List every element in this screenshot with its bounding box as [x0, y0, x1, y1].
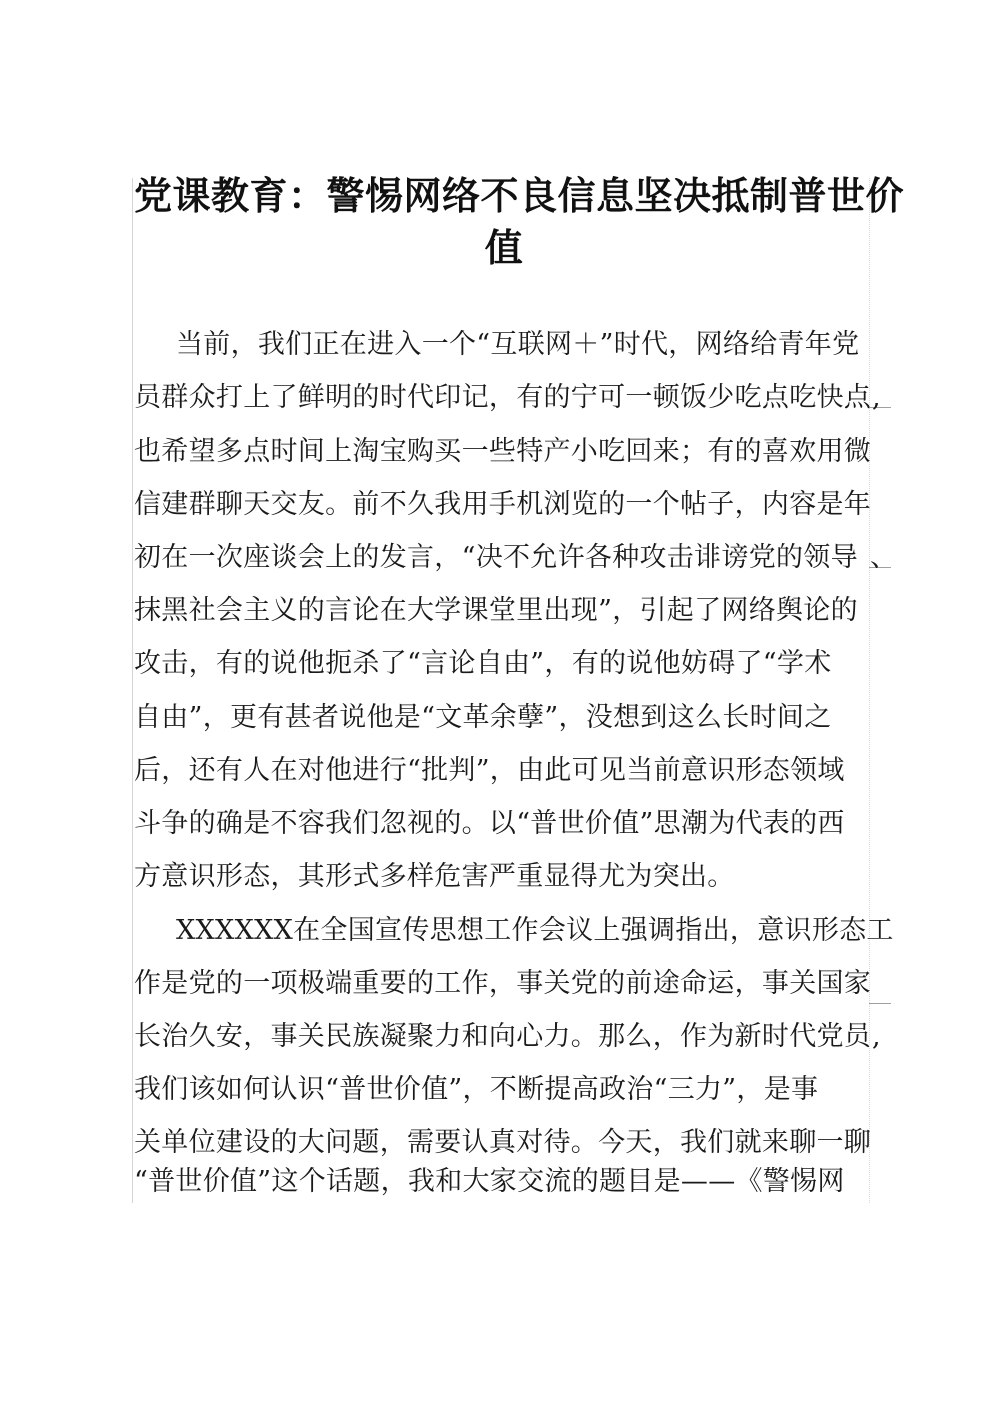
hanging-punctuation: ,: [872, 1021, 881, 1052]
body-line: 抹黑社会主义的言论在大学课堂里出现”，引起了网络舆论的: [134, 595, 858, 626]
body-line: 方意识形态，其形式多样危害严重显得尤为突出。: [134, 861, 735, 892]
body-line: 我们该如何认识“普世价值”，不断提高政治“三力”，是事: [134, 1074, 819, 1105]
body-line: 初在一次座谈会上的发言，“决不允许各种攻击诽谤党的领导: [134, 542, 858, 573]
body-line: 也希望多点时间上淘宝购买一些特产小吃回来；有的喜欢用微: [134, 436, 872, 467]
document-title: [134, 170, 905, 274]
body-line: “普世价值”这个话题，我和大家交流的题目是——《警惕网: [134, 1166, 845, 1197]
body-line: 关单位建设的大问题，需要认真对待。今天，我们就来聊一聊: [134, 1127, 872, 1158]
body-line: 作是党的一项极端重要的工作，事关党的前途命运，事关国家: [134, 968, 872, 999]
body-line: XXXXXX在全国宣传思想工作会议上强调指出，意识形态工: [176, 915, 894, 946]
body-line: 信建群聊天交友。前不久我用手机浏览的一个帖子，内容是年: [134, 489, 872, 520]
title-line-2: 值: [484, 226, 524, 270]
body-line: 员群众打上了鲜明的时代印记，有的宁可一顿饭少吃点吃快点: [134, 382, 872, 413]
body-line: 长治久安，事关民族凝聚力和向心力。那么，作为新时代党员: [134, 1021, 872, 1052]
margin-tick: [869, 1003, 891, 1004]
title-line-1: 党课教育：警惕网络不良信息坚决抵制普世价: [134, 174, 905, 218]
body-line: 自由”，更有甚者说他是“文革余孽”，没想到这么长时间之: [134, 702, 832, 733]
body-line: 斗争的确是不容我们忽视的。以“普世价值”思潮为代表的西: [134, 808, 845, 839]
left-margin-guide: [132, 178, 133, 1203]
body-line: 攻击，有的说他扼杀了“言论自由”，有的说他妨碍了“学术: [134, 648, 832, 679]
body-line: 当前，我们正在进入一个“互联网＋”时代，网络给青年党: [176, 329, 860, 360]
hanging-punctuation: ,: [872, 382, 881, 413]
body-line: 后，还有人在对他进行“批判”，由此可见当前意识形态领域: [134, 755, 845, 786]
hanging-punctuation: 、: [870, 542, 897, 573]
